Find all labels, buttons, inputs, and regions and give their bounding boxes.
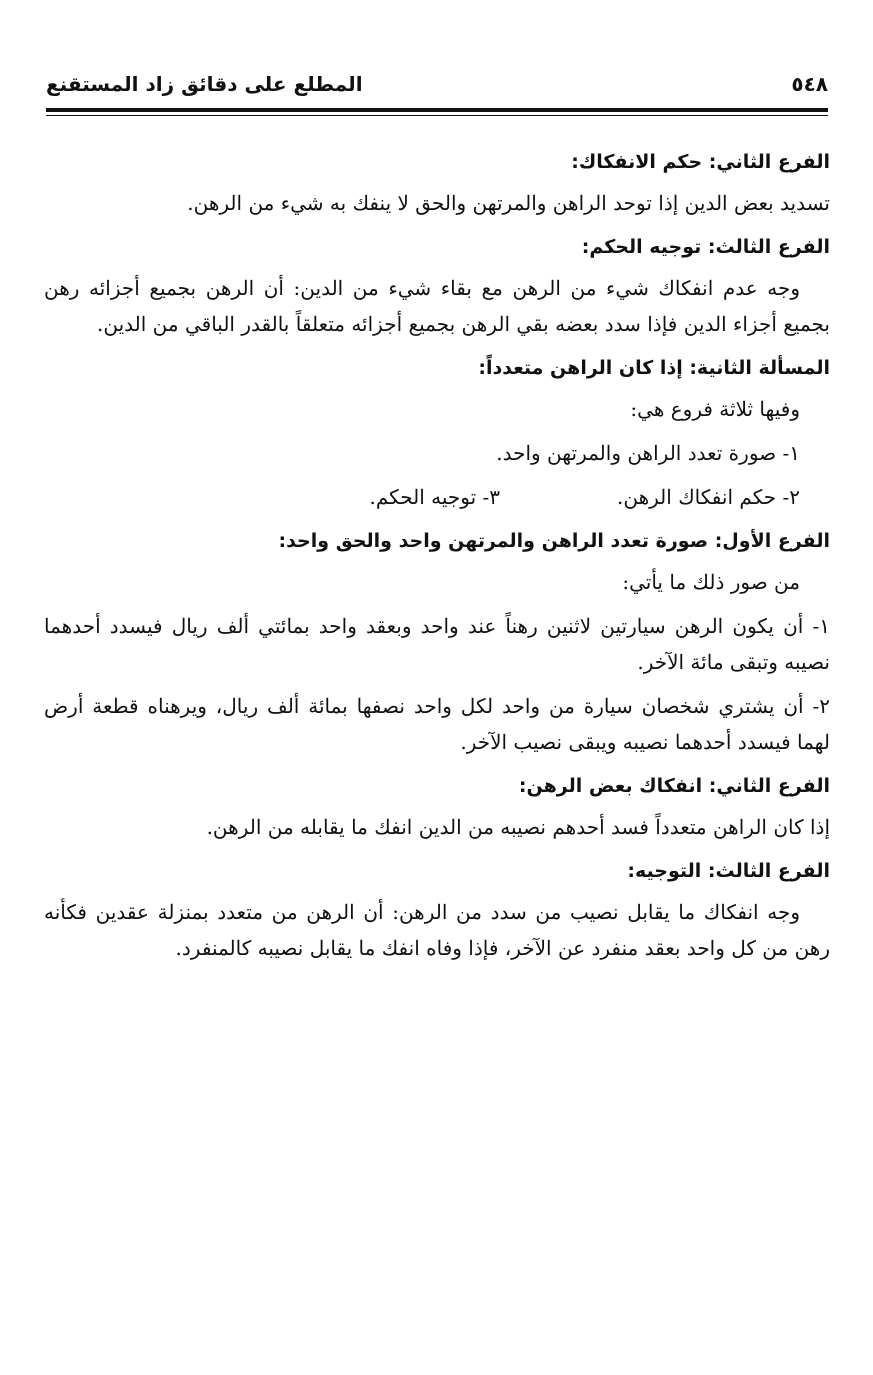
heading-branch-2-release: الفرع الثاني: انفكاك بعض الرهن:: [518, 775, 830, 797]
paragraph-branch-2-ruling: تسديد بعض الدين إذا توحد الراهن والمرتهن والحق لا ينفك به شيء من الرهن.: [187, 191, 830, 215]
header-rule-thin: [46, 115, 828, 116]
running-title: المطلع على دقائق زاد المستقنع: [46, 72, 363, 96]
list-items-2-3: [44, 479, 830, 515]
page-body: [44, 138, 830, 974]
paragraph-example-1: ١- أن يكون الرهن سيارتين لاثنين رهناً عند واحد وبعقد واحد بمائتي ألف ريال فيسدد أحدهما نصيبه وتبقى مائة الآخر.: [44, 614, 830, 674]
list-item-3: ٣- توجيه الحكم.: [369, 485, 500, 509]
paragraph-branch-3-justification: وجه انفكاك ما يقابل نصيب من سدد من الرهن: أن الرهن من متعدد بمنزلة عقدين فكأنه رهن من كل واحد بعقد منفرد عن الآخر، فإذا وفاه انفك ما يقابل نصيبه كالمنفرد.: [44, 900, 830, 960]
intro-line-branches: وفيها ثلاثة فروع هي:: [630, 397, 800, 421]
heading-branch-3-justification: الفرع الثالث: التوجيه:: [627, 860, 830, 882]
paragraph-example-2: ٢- أن يشتري شخصان سيارة من واحد لكل واحد نصفها بمائة ألف ريال، ويرهناه قطعة أرض لهما فيسدد أحدهما نصيبه ويبقى نصيب الآخر.: [44, 694, 831, 754]
paragraph-branch-3-rationale: وجه عدم انفكاك شيء من الرهن مع بقاء شيء من الدين: أن الرهن بجميع أجزائه رهن بجميع أجزاء الدين فإذا سدد بعضه بقي الرهن بجميع أجزائه متعلقاً بالقدر الباقي من الدين.: [44, 276, 830, 336]
heading-issue-2: المسألة الثانية: إذا كان الراهن متعدداً:: [478, 357, 830, 379]
paragraph-branch-2-release: إذا كان الراهن متعدداً فسد أحدهم نصيبه من الدين انفك ما يقابله من الرهن.: [206, 815, 830, 839]
heading-branch-2-ruling: الفرع الثاني: حكم الانفكاك:: [571, 151, 830, 173]
header-rule-thick: [46, 108, 828, 112]
list-item-2: ٢- حكم انفكاك الرهن.: [617, 485, 800, 509]
list-item-1: ١- صورة تعدد الراهن والمرتهن واحد.: [496, 441, 800, 465]
page-header: [46, 72, 828, 102]
page-number: ٥٤٨: [791, 72, 828, 96]
heading-branch-1-form: الفرع الأول: صورة تعدد الراهن والمرتهن واحد والحق واحد:: [278, 530, 830, 552]
heading-branch-3-rationale: الفرع الثالث: توجيه الحكم:: [581, 236, 830, 258]
intro-line-forms: من صور ذلك ما يأتي:: [622, 570, 800, 594]
